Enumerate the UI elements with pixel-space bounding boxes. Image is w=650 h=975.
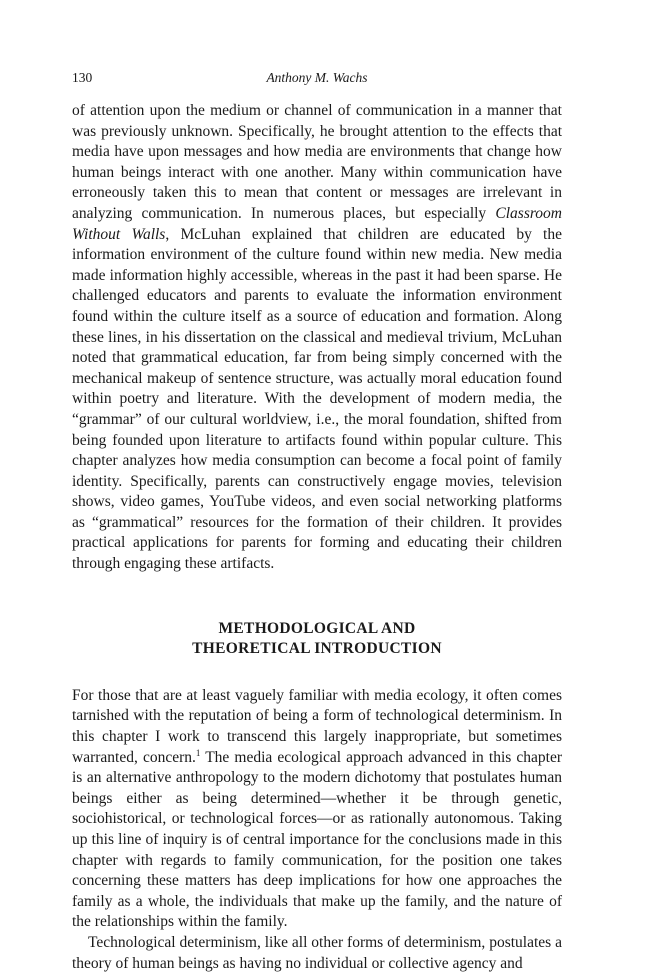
- paragraph: Technological determinism, like all other forms of determinism, postulates a theory of human beings as having no individual or collective agency and: [72, 933, 562, 972]
- running-title: Anthony M. Wachs: [266, 70, 368, 85]
- paragraph-continued: [72, 101, 562, 575]
- book-title: Classroom Without Walls: [72, 204, 562, 243]
- paragraph-text: , McLuhan explained that children are educated by the information environment of the culture found within new media. New media made information highly accessible, whereas in the past it had been sparse. He challenged educators and parents to evaluate the information environment found within the culture itself as a source of education and formation. Along these lines, in his dissertation on the classical and medieval trivium, McLuhan noted that grammatical education, far from being simply concerned with the mechanical makeup of sentence structure, was actually moral education found within poetry and literature. With the development of modern media, the “grammar” of our cultural worldview, i.e., the moral foundation, shifted from being founded upon literature to artifacts found within popular culture. This chapter analyzes how media consumption can become a focal point of family identity. Specifically, parents can constructively engage movies, television shows, video games, YouTube videos, and even social networking platforms as “grammatical” resources for the formation of their children. It provides practical applications for parents for forming and educating their children through engaging these artifacts.: [72, 225, 562, 573]
- footnote-reference[interactable]: 1: [195, 747, 201, 758]
- section-heading-line: THEORETICAL INTRODUCTION: [192, 640, 442, 658]
- body-text: [72, 101, 562, 974]
- paragraph-text: The media ecological approach advanced in this chapter is an alternative anthropology to the modern dichotomy that postulates human beings either as being determined—whether it be through genetic, sociohistorical, or technological forces—or as rationally autonomous. Taking up this line of inquiry is of central importance for the conclusions made in this chapter with regards to family communication, for the position one takes concerning these matters has deep implications for how one approaches the family as a whole, the individuals that make up the family, and the nature of the relationships within the family.: [72, 748, 562, 931]
- section-heading: [72, 619, 562, 660]
- paragraph: [72, 686, 562, 933]
- section-heading-line: METHODOLOGICAL AND: [218, 619, 416, 637]
- paragraph-text: of attention upon the medium or channel of communication in a manner that was previously unknown. Specifically, he brought attention to the effects that media have upon messages and how media are environments that change how human beings interact with one another. Many within communication have erroneously taken this to mean that content or messages are irrelevant in analyzing communication. In numerous places, but especially: [72, 102, 562, 222]
- page-number: 130: [72, 70, 93, 85]
- running-head: [72, 70, 562, 90]
- paragraph-text: For those that are at least vaguely familiar with media ecology, it often comes tarnished with the reputation of being a form of technological determinism. In this chapter I work to transcend this largely inappropriate, but sometimes warranted, concern.: [72, 686, 562, 766]
